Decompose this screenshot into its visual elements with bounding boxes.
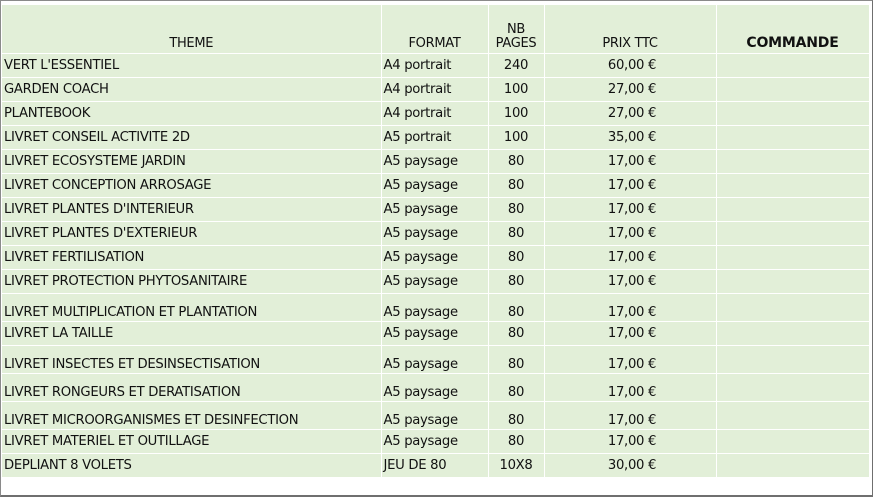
cell-pages: 10X8 [488,454,544,478]
cell-theme: LIVRET PLANTES D'INTERIEUR [2,198,381,222]
cell-pages: 80 [488,270,544,294]
cell-theme: LIVRET MATERIEL ET OUTILLAGE [2,430,381,454]
cell-price: 17,00 € [544,150,716,174]
header-format: FORMAT [381,5,488,54]
header-pages [488,5,544,54]
cell-format: A5 paysage [381,346,488,374]
cell-price: 27,00 € [544,78,716,102]
cell-pages: 80 [488,150,544,174]
table-row [2,270,869,294]
cell-price: 30,00 € [544,454,716,478]
cell-price: 17,00 € [544,322,716,346]
cell-pages: 80 [488,322,544,346]
cell-price: 17,00 € [544,222,716,246]
cell-pages: 80 [488,222,544,246]
cell-theme: LIVRET FERTILISATION [2,246,381,270]
cell-theme: LIVRET MULTIPLICATION ET PLANTATION [2,294,381,322]
cell-order[interactable] [716,78,869,102]
cell-format: A5 paysage [381,246,488,270]
cell-format: A5 paysage [381,430,488,454]
cell-pages: 80 [488,374,544,402]
cell-order[interactable] [716,402,869,430]
cell-price: 17,00 € [544,246,716,270]
cell-format: A4 portrait [381,78,488,102]
cell-price: 27,00 € [544,102,716,126]
cell-theme: LIVRET RONGEURS ET DERATISATION [2,374,381,402]
header-pages-line2: PAGES [495,36,537,51]
table-row [2,222,869,246]
cell-price: 17,00 € [544,198,716,222]
cell-theme: GARDEN COACH [2,78,381,102]
cell-order[interactable] [716,430,869,454]
cell-format: A5 paysage [381,270,488,294]
cell-pages: 100 [488,102,544,126]
table-row [2,198,869,222]
table-row [2,454,869,478]
cell-price: 17,00 € [544,374,716,402]
cell-theme: LIVRET ECOSYSTEME JARDIN [2,150,381,174]
cell-pages: 80 [488,402,544,430]
cell-order[interactable] [716,222,869,246]
cell-order[interactable] [716,126,869,150]
header-price: PRIX TTC [544,5,716,54]
cell-order[interactable] [716,246,869,270]
cell-pages: 80 [488,174,544,198]
cell-order[interactable] [716,270,869,294]
table-row [2,346,869,374]
cell-order[interactable] [716,54,869,78]
cell-format: A5 paysage [381,294,488,322]
cell-format: A5 portrait [381,126,488,150]
cell-pages: 80 [488,198,544,222]
cell-order[interactable] [716,346,869,374]
cell-theme: LIVRET CONSEIL ACTIVITE 2D [2,126,381,150]
cell-format: A5 paysage [381,402,488,430]
cell-theme: LIVRET INSECTES ET DESINSECTISATION [2,346,381,374]
price-list-table [2,5,870,477]
cell-format: A5 paysage [381,198,488,222]
cell-order[interactable] [716,454,869,478]
cell-theme: LIVRET LA TAILLE [2,322,381,346]
cell-theme: LIVRET CONCEPTION ARROSAGE [2,174,381,198]
table-row [2,246,869,270]
table-row [2,294,869,322]
table-row [2,322,869,346]
cell-price: 17,00 € [544,402,716,430]
cell-price: 17,00 € [544,270,716,294]
header-pages-line1: NB [506,22,526,37]
cell-theme: VERT L'ESSENTIEL [2,54,381,78]
cell-order[interactable] [716,294,869,322]
cell-order[interactable] [716,322,869,346]
cell-price: 17,00 € [544,294,716,322]
cell-format: A5 paysage [381,322,488,346]
cell-pages: 100 [488,78,544,102]
table-row [2,102,869,126]
cell-price: 60,00 € [544,54,716,78]
cell-format: A4 portrait [381,54,488,78]
cell-order[interactable] [716,102,869,126]
cell-price: 17,00 € [544,346,716,374]
cell-order[interactable] [716,374,869,402]
cell-order[interactable] [716,150,869,174]
cell-price: 17,00 € [544,430,716,454]
cell-format: A5 paysage [381,374,488,402]
header-order: COMMANDE [716,5,869,54]
cell-price: 17,00 € [544,174,716,198]
cell-theme: PLANTEBOOK [2,102,381,126]
table-row [2,78,869,102]
cell-theme: LIVRET PROTECTION PHYTOSANITAIRE [2,270,381,294]
table-row [2,402,869,430]
table-row [2,430,869,454]
cell-theme: LIVRET PLANTES D'EXTERIEUR [2,222,381,246]
cell-order[interactable] [716,174,869,198]
table-row [2,126,869,150]
cell-pages: 80 [488,346,544,374]
cell-format: A5 paysage [381,222,488,246]
cell-format: A5 paysage [381,150,488,174]
header-row [2,5,869,54]
table-row [2,150,869,174]
cell-theme: LIVRET MICROORGANISMES ET DESINFECTION [2,402,381,430]
cell-format: A5 paysage [381,174,488,198]
cell-format: A4 portrait [381,102,488,126]
cell-format: JEU DE 80 [381,454,488,478]
cell-theme: DEPLIANT 8 VOLETS [2,454,381,478]
cell-pages: 80 [488,246,544,270]
cell-pages: 80 [488,430,544,454]
header-theme: THEME [2,5,381,54]
table-row [2,374,869,402]
table-row [2,174,869,198]
cell-pages: 240 [488,54,544,78]
cell-price: 35,00 € [544,126,716,150]
cell-pages: 80 [488,294,544,322]
cell-pages: 100 [488,126,544,150]
cell-order[interactable] [716,198,869,222]
table-row [2,54,869,78]
